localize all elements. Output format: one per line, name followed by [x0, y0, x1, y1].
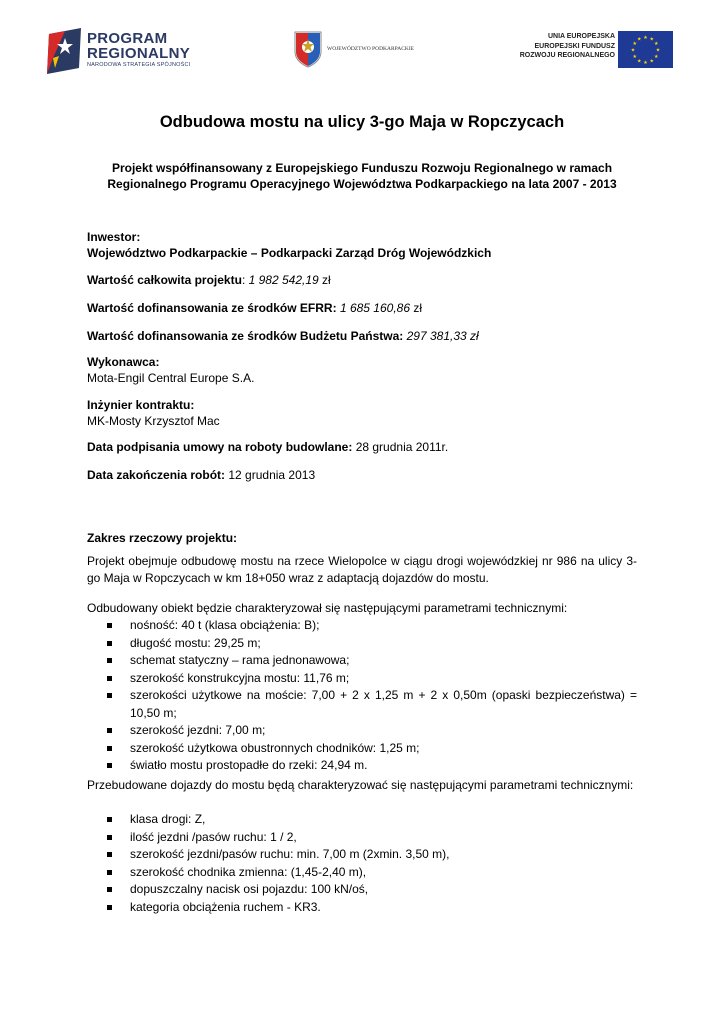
svg-text:★: ★	[654, 41, 659, 48]
svg-text:★: ★	[637, 58, 642, 65]
bullet-icon	[107, 817, 112, 822]
list-item: kategoria obciążenia ruchem - KR3.	[0, 899, 637, 917]
bullet-icon	[107, 870, 112, 875]
list-item: szerokość jezdni/pasów ruchu: min. 7,00 m (2xmin. 3,50 m),	[0, 846, 637, 864]
budget-value-amount: 297 381,33 zł	[406, 329, 479, 343]
scope-intro: Projekt obejmuje odbudowę mostu na rzece Wielopolce w ciągu drogi wojewódzkiej nr 986 na ulicy 3-go Maja w Ropczycach w km 18+050 wraz z adaptacją dojazdów do mostu.	[87, 554, 637, 585]
svg-text:★: ★	[655, 47, 661, 54]
list-item: klasa drogi: Z,	[0, 811, 637, 829]
bridge-params-list	[0, 617, 724, 775]
total-value-currency: zł	[322, 273, 331, 287]
program-flag-icon	[45, 28, 83, 74]
bullet-icon	[107, 835, 112, 840]
bullet-icon	[107, 623, 112, 628]
list-item: szerokości użytkowe na moście: 7,00 + 2 x 1,25 m + 2 x 0,50m (opaski bezpieczeństwa) = 10,50 m;	[0, 687, 637, 722]
svg-text:★: ★	[632, 53, 637, 60]
list-item: długość mostu: 29,25 m;	[0, 635, 637, 653]
svg-text:★: ★	[654, 53, 659, 60]
access-params-intro: Przebudowane dojazdy do mostu będą charakteryzować się następującymi parametrami technicznymi:	[87, 778, 634, 792]
bullet-icon	[107, 852, 112, 857]
bullet-icon	[107, 676, 112, 681]
coat-of-arms-icon	[293, 30, 323, 68]
eu-logo-line3: ROZWOJU REGIONALNEGO	[519, 52, 615, 59]
svg-text:★: ★	[637, 36, 642, 43]
access-params-list	[0, 811, 724, 916]
contractor-value: Mota-Engil Central Europe S.A.	[87, 371, 255, 385]
efrr-value-amount: 1 685 160,86	[339, 301, 411, 315]
investor-value: Województwo Podkarpackie – Podkarpacki Zarząd Dróg Wojewódzkich	[87, 246, 492, 260]
completion-date-value: 12 grudnia 2013	[228, 468, 316, 482]
svg-text:★: ★	[649, 58, 654, 65]
svg-text:★: ★	[630, 47, 636, 54]
contract-date-row	[87, 439, 448, 455]
list-item: szerokość użytkowa obustronnych chodników: 1,25 m;	[0, 740, 637, 758]
completion-date-label: Data zakończenia robót:	[87, 468, 226, 482]
efrr-value-label: Wartość dofinansowania ze środków EFRR:	[87, 301, 337, 315]
bullet-icon	[107, 728, 112, 733]
bullet-icon	[107, 763, 112, 768]
list-item: nośność: 40 t (klasa obciążenia: B);	[0, 617, 637, 635]
engineer-value: MK-Mosty Krzysztof Mac	[87, 414, 220, 428]
bullet-icon	[107, 658, 112, 663]
program-regionalny-logo	[45, 28, 205, 74]
eu-flag-icon	[618, 31, 673, 68]
eu-logo	[505, 30, 673, 72]
efrr-value-currency: zł	[413, 301, 423, 315]
list-item: szerokość chodnika zmienna: (1,45-2,40 m),	[0, 864, 637, 882]
program-logo-line2: REGIONALNY	[87, 45, 191, 62]
bullet-icon	[107, 746, 112, 751]
list-item: światło mostu prostopadłe do rzeki: 24,94 m.	[0, 757, 637, 775]
total-value-amount: 1 982 542,19	[248, 273, 319, 287]
program-logo-line1: PROGRAM	[87, 30, 168, 47]
engineer-label: Inżynier kontraktu:	[87, 398, 195, 412]
bullet-icon	[107, 905, 112, 910]
total-value-row: Wartość całkowita projektu: 1 982 542,19 zł	[87, 273, 331, 287]
list-item: ilość jezdni /pasów ruchu: 1 / 2,	[0, 829, 637, 847]
bullet-icon	[107, 641, 112, 646]
list-item: szerokość jezdni: 7,00 m;	[0, 722, 637, 740]
efrr-value-row	[87, 300, 422, 316]
svg-text:★: ★	[649, 36, 654, 43]
total-value-label: Wartość całkowita projektu	[87, 273, 242, 287]
eu-logo-line1: UNIA EUROPEJSKA	[547, 33, 615, 40]
eu-logo-line2: EUROPEJSKI FUNDUSZ	[534, 42, 615, 50]
budget-value-row	[87, 328, 479, 344]
svg-text:★: ★	[632, 41, 637, 48]
investor-label: Inwestor:	[87, 230, 141, 244]
budget-value-label: Wartość dofinansowania ze środków Budżetu Państwa:	[87, 329, 404, 343]
eu-logo-text	[520, 32, 615, 61]
program-logo-line3: NARODOWA STRATEGIA SPÓJNOŚCI	[87, 62, 191, 68]
list-item: schemat statyczny – rama jednonawowa;	[0, 652, 637, 670]
completion-date-row	[87, 467, 315, 483]
document-title: Odbudowa mostu na ulicy 3-go Maja w Ropczycach	[159, 113, 565, 131]
contractor-label: Wykonawca:	[87, 355, 160, 369]
bullet-icon	[107, 887, 112, 892]
voivodeship-logo-text: WOJEWÓDZTWO PODKARPACKIE	[327, 46, 415, 52]
cofinancing-statement	[80, 160, 644, 192]
scope-heading: Zakres rzeczowy projektu:	[87, 531, 238, 545]
bullet-icon	[107, 693, 112, 698]
svg-text:★: ★	[643, 35, 648, 41]
list-item: szerokość konstrukcyjna mostu: 11,76 m;	[0, 670, 637, 688]
contract-date-value: 28 grudnia 2011r.	[355, 440, 449, 454]
voivodeship-logo	[293, 30, 443, 72]
cofinancing-line2: Regionalnego Programu Operacyjnego Województwa Podkarpackiego na lata 2007 - 2013	[107, 177, 617, 191]
cofinancing-line1: Projekt współfinansowany z Europejskiego Funduszu Rozwoju Regionalnego w ramach	[111, 161, 613, 175]
contract-date-label: Data podpisania umowy na roboty budowlane:	[87, 440, 353, 454]
bridge-params-intro: Odbudowany obiekt będzie charakteryzował się następującymi parametrami technicznymi:	[87, 601, 568, 615]
list-item: dopuszczalny nacisk osi pojazdu: 100 kN/oś,	[0, 881, 637, 899]
svg-text:★: ★	[643, 60, 648, 66]
